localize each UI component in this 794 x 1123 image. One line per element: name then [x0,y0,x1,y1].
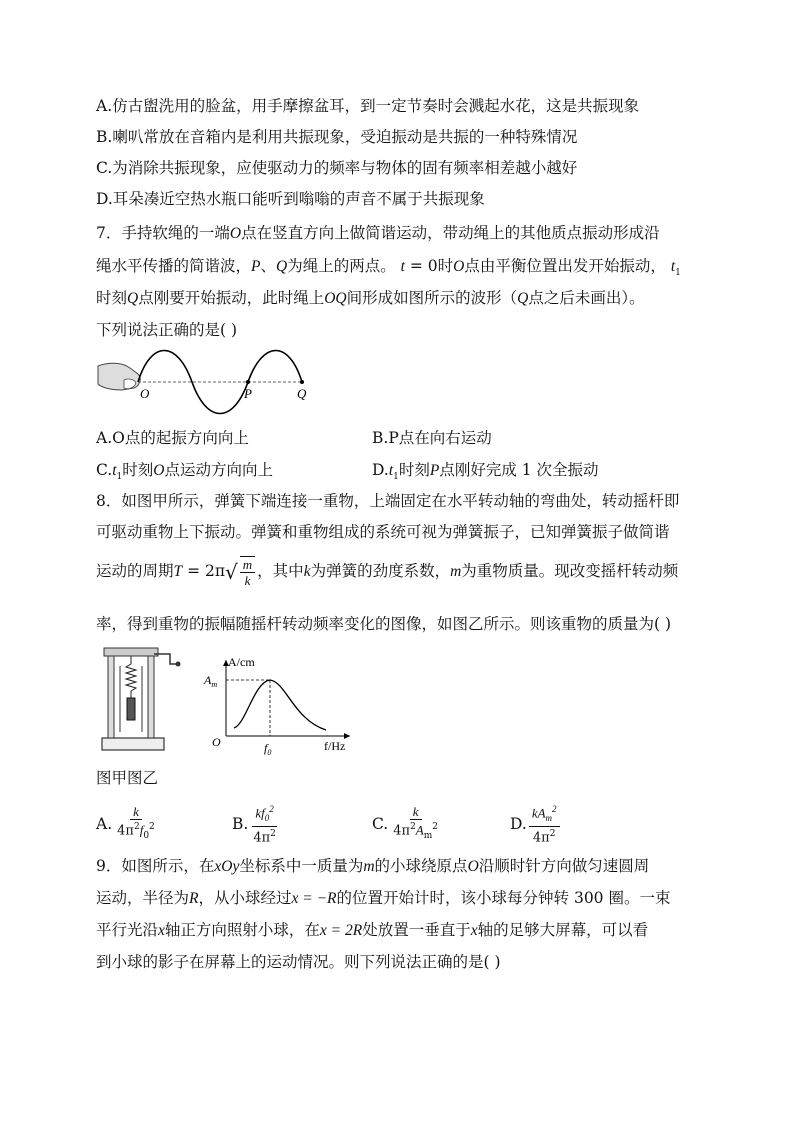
resonance-curve [234,680,326,730]
label-q: Q [297,386,307,401]
point-p [246,380,250,384]
q6-option-c: C.为消除共振现象，应使驱动力的频率与物体的固有频率相差越小越好 [96,159,578,177]
svg-text:Am: $A_m$ [204,673,218,689]
q7-option-c: $C.t_1$时刻O点运动方向向上 [96,461,274,483]
q8-stem-line4: 率，得到重物的振幅随摇杆转动频率变化的图像，如图乙所示。则该重物的质量为( ) [96,615,672,633]
figure-caption: 图甲图乙 [96,769,159,787]
point-q [300,380,304,384]
q7-stem-line1: 7．手持软绳的一端O点在竖直方向上做简谐运动，带动绳上的其他质点振动形成沿 [96,224,660,242]
q9-stem-line1: 9．如图所示，在xOy坐标系中一质量为m的小球绕原点O沿顺时针方向做匀速圆周 [96,857,650,875]
q8-option-d: D. $\frac{kA_m^2}{4\pi^2}$ [510,806,562,842]
q8-option-c: C. $\frac{k}{4\pi^2A_m^2}$ [372,804,439,841]
q8-stem-line2: 可驱动重物上下振动。弹簧和重物组成的系统可视为弹簧振子，已知弹簧振子做简谐 [96,523,670,541]
q8-option-a: A. $\frac{k}{4\pi^2f_0^2}$ [96,804,155,841]
resonance-graph [200,654,356,758]
q9-stem-line3: 平行光沿x轴正方向照射小球，在x = 2R处放置一垂直于x轴的足够大屏幕，可以看 [96,921,649,939]
q7-option-a: A.O点的起振方向向上 [96,429,249,447]
svg-text:A/cm: A/cm [228,655,255,669]
spring-icon [126,656,136,698]
label-o: O [140,386,150,401]
q8-option-b: B. $\frac{kf_0^2}{4\pi^2}$ [232,804,276,846]
q7-stem-line2: 绳水平传播的简谐波，P、Q为绳上的两点。 t = 0时O点由平衡位置出发开始振动， $t_1$ [96,257,681,279]
q7-option-d: $D.t_1$时刻P点刚好完成 1 次全振动 [372,461,599,483]
q9-stem-line4: 到小球的影子在屏幕上的运动情况。则下列说法正确的是( ) [96,953,501,971]
hand-icon [98,363,140,390]
q7-wave-figure [94,348,324,418]
svg-text:f/Hz: f/Hz [324,739,346,753]
label-p: P [244,386,252,401]
svg-text:f0: $f_0$ [264,741,272,757]
q8-stem-line3: 运动的周期T = 2π√ $\frac{m}{k}$ ，其中k为弹簧的劲度系数，m为重物质量。现改变摇杆转动频 [96,557,679,588]
q6-option-b: B.喇叭常放在音箱内是利用共振现象，受迫振动是共振的一种特殊情况 [96,128,578,146]
apparatus-figure [96,646,192,756]
q7-option-b: B.P点在向右运动 [372,429,492,447]
q9-stem-line2: 运动，半径为R，从小球经过x = −R的位置开始计时，该小球每分钟转 300 圈。一束 [96,889,671,907]
svg-text:O: O [212,735,221,749]
q7-stem-line4: 下列说法正确的是( ) [96,321,238,339]
q6-option-a: A.仿古盥洗用的脸盆，用手摩擦盆耳，到一定节奏时会溅起水花，这是共振现象 [96,97,640,115]
q8-stem-line1: 8．如图甲所示，弹簧下端连接一重物，上端固定在水平转动轴的弯曲处，转动摇杆即 [96,492,680,510]
q6-option-d: D.耳朵凑近空热水瓶口能听到嗡嗡的声音不属于共振现象 [96,190,485,208]
q7-stem-line3: 时刻Q点刚要开始振动，此时绳上OQ间形成如图所示的波形（Q点之后未画出）。 [96,289,645,307]
